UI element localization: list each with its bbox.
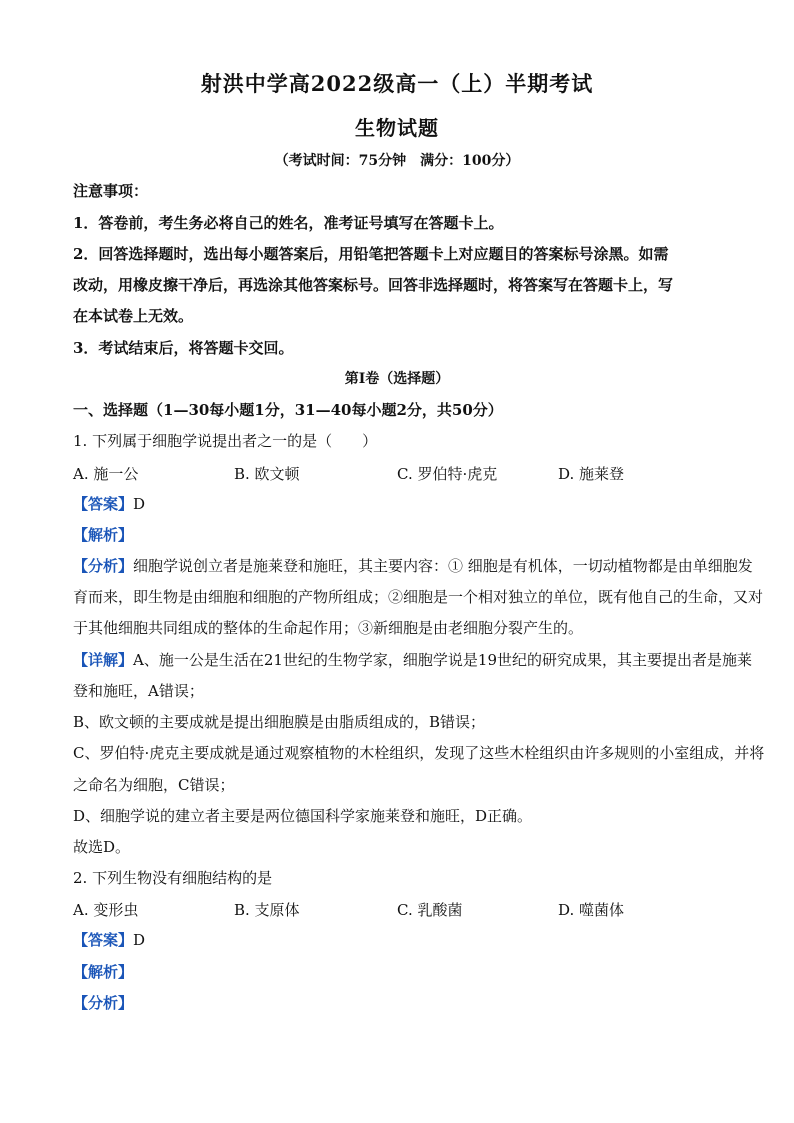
analysis-tag: 【解析】 (73, 526, 134, 544)
q1-detail-line-4: C、罗伯特·虎克主要成就是通过观察植物的木栓组织，发现了这些木栓组织由许多规则的小室组成，并将 (73, 744, 765, 762)
q2-option-c: C. 乳酸菌 (397, 901, 463, 919)
q1-detail-line-5: 之命名为细胞，C错误； (73, 776, 235, 794)
q2-analysis (73, 962, 723, 982)
analysis-tag: 【解析】 (73, 963, 134, 981)
q2-option-a: A. 变形虫 (73, 901, 139, 919)
exam-info: （考试时间：75分钟 满分：100分） (274, 153, 520, 169)
note-2-line-2: 改动，用橡皮擦干净后，再选涂其他答案标号。回答非选择题时，将答案写在答题卡上，写 (73, 276, 674, 294)
q1-option-a: A. 施一公 (73, 465, 139, 483)
question-2-stem: 2. 下列生物没有细胞结构的是 (73, 869, 273, 887)
q1-fenxi-line-1 (73, 556, 753, 576)
q1-option-d: D. 施莱登 (558, 465, 625, 483)
q1-option-b: B. 欧文顿 (234, 465, 300, 483)
note-1: 1．答卷前，考生务必将自己的姓名，准考证号填写在答题卡上。 (73, 214, 504, 232)
answer-tag: 【答案】 (73, 495, 134, 513)
q2-fenxi (73, 993, 723, 1013)
q2-answer (73, 930, 723, 950)
q1-conclusion: 故选D。 (73, 838, 131, 856)
detail-tag: 【详解】 (73, 651, 134, 669)
q1-detail-line-2: 登和施旺，A错误； (73, 682, 204, 700)
q1-analysis (73, 525, 723, 545)
answer-value: D (133, 931, 146, 949)
fenxi-text: 细胞学说创立者是施莱登和施旺，其主要内容：① 细胞是有机体，一切动植物都是由单细胞发 (133, 557, 753, 575)
note-3: 3．考试结束后，将答题卡交回。 (73, 339, 294, 357)
subject-title: 生物试题 (355, 116, 439, 140)
fenxi-tag: 【分析】 (73, 994, 134, 1012)
q1-answer (73, 494, 723, 514)
q1-option-c: C. 罗伯特·虎克 (397, 465, 498, 483)
exam-title: 射洪中学高2022级高一（上）半期考试 (200, 71, 594, 96)
fenxi-tag: 【分析】 (73, 557, 134, 575)
section-heading: 一、选择题（1—30每小题1分，31—40每小题2分，共50分） (73, 401, 503, 419)
q1-detail-line-1 (73, 650, 753, 670)
q1-detail-line-6: D、细胞学说的建立者主要是两位德国科学家施莱登和施旺，D正确。 (73, 807, 533, 825)
question-1-stem: 1. 下列属于细胞学说提出者之一的是（ ） (73, 432, 378, 450)
answer-tag: 【答案】 (73, 931, 134, 949)
answer-value: D (133, 495, 146, 513)
q1-detail-line-3: B、欧文顿的主要成就是提出细胞膜是由脂质组成的，B错误； (73, 713, 486, 731)
part-1-title: 第I卷（选择题） (344, 371, 450, 387)
q2-option-d: D. 噬菌体 (558, 901, 625, 919)
q2-option-b: B. 支原体 (234, 901, 300, 919)
q1-fenxi-line-3: 于其他细胞共同组成的整体的生命起作用；③新细胞是由老细胞分裂产生的。 (73, 619, 584, 637)
notes-heading: 注意事项： (73, 182, 149, 200)
note-2-line-3: 在本试卷上无效。 (73, 307, 194, 325)
q1-fenxi-line-2: 育而来，即生物是由细胞和细胞的产物所组成；②细胞是一个相对独立的单位，既有他自己的生命，又对 (73, 588, 764, 606)
detail-text: A、施一公是生活在21世纪的生物学家，细胞学说是19世纪的研究成果，其主要提出者是施莱 (133, 651, 753, 669)
note-2-line-1: 2．回答选择题时，选出每小题答案后，用铅笔把答题卡上对应题目的答案标号涂黑。如需 (73, 245, 669, 263)
